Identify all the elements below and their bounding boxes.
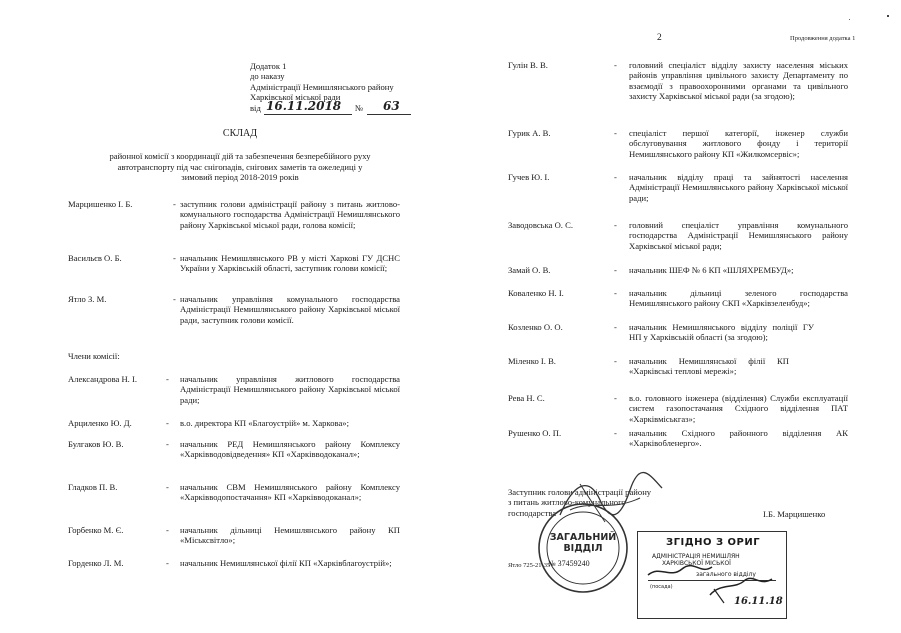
continuation-label: Продовження додатка 1 bbox=[790, 35, 856, 42]
annex-date-line bbox=[250, 98, 430, 117]
title-heading: СКЛАД bbox=[222, 128, 258, 139]
member-dash: - bbox=[614, 220, 617, 230]
title-line1: районної комісії з координації дій та забезпечення безперебійного руху bbox=[109, 151, 371, 162]
member-desc: в.о. головного інженера (відділення) Служби експлуатації систем газопостачання Східного відділення ПАТ «Харківміськгаз»; bbox=[629, 393, 848, 424]
annex-line1: Додаток 1 bbox=[250, 61, 287, 71]
title-line3: зимовий період 2018-2019 років bbox=[181, 172, 299, 183]
member-desc: в.о. директора КП «Благоустрій» м. Харкова»; bbox=[180, 418, 349, 428]
member-dash: - bbox=[166, 374, 169, 384]
annex-block bbox=[250, 61, 430, 117]
annex-line4: Харківської міської ради bbox=[250, 92, 341, 103]
member-dash: - bbox=[166, 439, 169, 449]
annex-line3: Адміністрації Немишлянського району bbox=[250, 81, 394, 92]
leader-dash: - bbox=[173, 294, 176, 304]
member-name: Гулін В. В. bbox=[508, 60, 548, 70]
member-dash: - bbox=[166, 558, 169, 568]
member-name: Гладков П. В. bbox=[68, 482, 118, 492]
member-name: Александрова Н. І. bbox=[68, 374, 137, 384]
leader-dash: - bbox=[173, 253, 176, 263]
signature-line3: господарства bbox=[508, 507, 557, 518]
annex-no-underline bbox=[367, 114, 411, 115]
annex-no-prefix: № bbox=[355, 102, 364, 113]
member-desc: головний спеціаліст відділу захисту населення міських районів управління цивільного захисту Департаменту по взаємодії з правоохоронними органами та цивільного захисту Харківської міської ради (за згодою); bbox=[629, 60, 848, 102]
member-name: Гучев Ю. І. bbox=[508, 172, 550, 182]
member-name: Замай О. В. bbox=[508, 265, 551, 275]
signer-name: І.Б. Марцишенко bbox=[763, 509, 826, 519]
member-dash: - bbox=[614, 288, 617, 298]
member-dash: - bbox=[614, 393, 617, 403]
member-name: Рева Н. С. bbox=[508, 393, 545, 403]
member-dash: - bbox=[614, 172, 617, 182]
annex-date-underline bbox=[264, 114, 352, 115]
leader-dash: - bbox=[173, 199, 176, 209]
stamp-general-text bbox=[538, 532, 628, 555]
scan-dot bbox=[849, 19, 850, 20]
members-heading: Члени комісії: bbox=[68, 351, 120, 361]
member-name: Міленко І. В. bbox=[508, 356, 556, 366]
annex-line2: до наказу bbox=[250, 71, 285, 82]
member-name: Горбенко М. Є. bbox=[68, 525, 124, 535]
annex-date-prefix: від bbox=[250, 102, 261, 113]
member-dash: - bbox=[614, 60, 617, 70]
document-title bbox=[40, 128, 440, 183]
member-dash: - bbox=[614, 265, 617, 275]
member-desc: начальник Немишлянської філії КП «Харківські теплові мережі»; bbox=[629, 356, 789, 377]
member-desc: начальник Немишлянської філії КП «Харківблагоустрій»; bbox=[180, 558, 392, 568]
member-name: Козленко О. О. bbox=[508, 322, 563, 332]
member-name: Коваленко Н. І. bbox=[508, 288, 564, 298]
member-name: Горденко Л. М. bbox=[68, 558, 124, 568]
member-dash: - bbox=[614, 428, 617, 438]
stamp-general-code: № 37459240 bbox=[548, 559, 590, 568]
member-dash: - bbox=[166, 418, 169, 428]
member-name: Заводовська О. С. bbox=[508, 220, 573, 230]
copy-stamp-line3: ХАРКІВСЬКОЇ МІСЬКОЇ bbox=[662, 560, 731, 567]
leader-desc: начальник управління комунального господарства Адміністрації Немишлянського району Харківської міської ради, заступник голови комісії. bbox=[180, 294, 400, 325]
member-desc: начальник управління житлового господарства Адміністрації Немишлянського району Харківської міської ради; bbox=[180, 374, 400, 405]
leader-desc: начальник Немишлянського РВ у місті Харкові ГУ ДСНС України у Харківській області, заступник голови комісії; bbox=[180, 253, 400, 274]
signature-line2: з питань житлово-комунального bbox=[508, 497, 626, 508]
member-dash: - bbox=[614, 128, 617, 138]
member-desc: начальник РЕД Немишлянського району Комплексу «Харківводовідведення» КП «Харківводоканал»; bbox=[180, 439, 400, 460]
member-name: Рушенко О. П. bbox=[508, 428, 562, 438]
executor-note: Ятло 725-21-35 bbox=[508, 562, 551, 569]
member-dash: - bbox=[614, 356, 617, 366]
member-name: Булгаков Ю. В. bbox=[68, 439, 124, 449]
copy-stamp-line1: ЗГІДНО З ОРИГ bbox=[666, 537, 761, 548]
member-desc: начальник Східного районного відділення АК «Харківобленерго». bbox=[629, 428, 848, 449]
stamp-general-line2: ВІДДІЛ bbox=[563, 543, 603, 555]
member-desc: начальник ШЕФ № 6 КП «ШЛЯХРЕМБУД»; bbox=[629, 265, 794, 275]
member-desc: начальник відділу праці та зайнятості населення Адміністрації Немишлянського району Харківської міської ради; bbox=[629, 172, 848, 203]
member-desc: спеціаліст першої категорії, інженер служби обслуговування житлового фонду і території Немишлянського району КП «Жилкомсервіс»; bbox=[629, 128, 848, 159]
member-desc: начальник дільниці зеленого господарства Немишлянського району СКП «Харківзеленбуд»; bbox=[629, 288, 848, 309]
leader-desc: заступник голови адміністрації району з питань житлово-комунального господарства Адміністрації Немишлянського району Харківської міської ради, голова комісії; bbox=[180, 199, 400, 230]
member-dash: - bbox=[614, 322, 617, 332]
annex-no-value: 63 bbox=[383, 98, 400, 113]
signature-line1: Заступник голови адміністрації району bbox=[508, 487, 652, 497]
stamp-general-line1: ЗАГАЛЬНИЙ bbox=[549, 532, 617, 543]
copy-stamp-date: 16.11.18 bbox=[734, 596, 783, 607]
member-desc: головний спеціаліст управління комунального господарства Адміністрації Немишлянського району Харківської міської ради; bbox=[629, 220, 848, 251]
annex-date-value: 16.11.2018 bbox=[266, 98, 342, 113]
leader-name: Ятло З. М. bbox=[68, 294, 107, 304]
scan-dot bbox=[887, 15, 889, 17]
copy-stamp-handwriting bbox=[640, 545, 780, 605]
left-page bbox=[0, 0, 450, 633]
member-dash: - bbox=[166, 525, 169, 535]
member-desc: начальник дільниці Немишлянського району КП «Міськсвітло»; bbox=[180, 525, 400, 546]
copy-stamp-line5: (посада) bbox=[650, 584, 673, 590]
copy-stamp-line2: АДМІНІСТРАЦІЯ НЕМИШЛЯН bbox=[652, 553, 740, 560]
right-page bbox=[450, 0, 901, 633]
member-name: Арциленко Ю. Д. bbox=[68, 418, 132, 428]
leader-name: Марцишенко І. Б. bbox=[68, 199, 133, 209]
member-desc: начальник СВМ Немишлянського району Комплексу «Харківводопостачання» КП «Харківводоканал»; bbox=[180, 482, 400, 503]
page-number: 2 bbox=[657, 33, 662, 43]
member-name: Гурик А. В. bbox=[508, 128, 551, 138]
title-line2: автотранспорту під час снігопадів, снігових заметів та ожеледиці у bbox=[117, 161, 363, 172]
member-dash: - bbox=[166, 482, 169, 492]
member-desc: начальник Немишлянського відділу поліції ГУ НП у Харківській області (за згодою); bbox=[629, 322, 814, 343]
leader-name: Васильєв О. Б. bbox=[68, 253, 122, 263]
copy-stamp-line4: загального відділу bbox=[696, 571, 756, 578]
